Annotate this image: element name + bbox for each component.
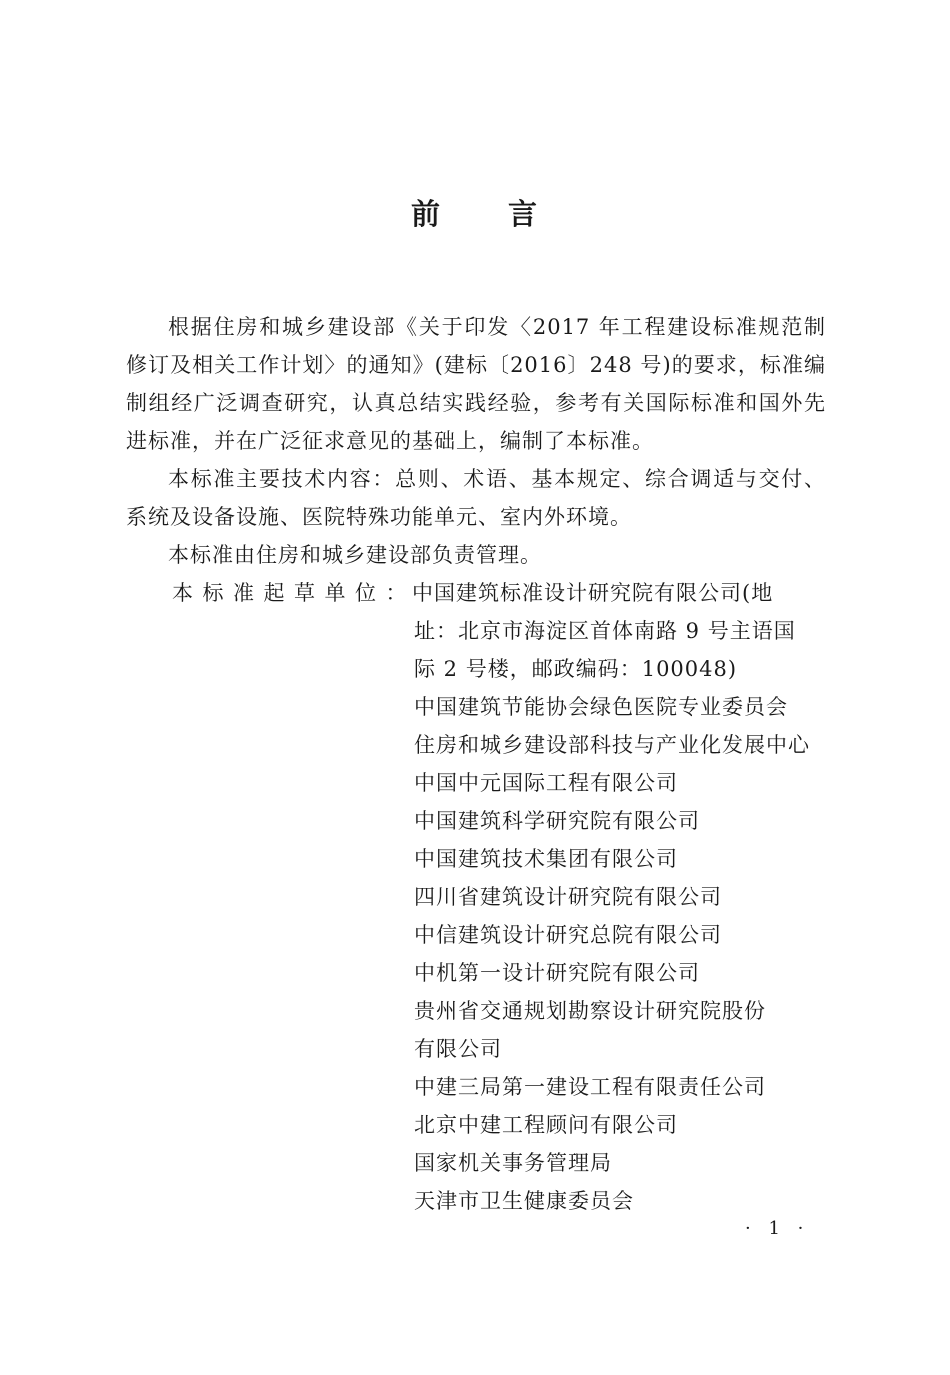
drafter-org: 有限公司: [414, 1037, 502, 1061]
drafter-org: 天津市卫生健康委员会: [414, 1189, 634, 1213]
drafter-org: 中国中元国际工程有限公司: [414, 771, 678, 795]
drafter-org: 中国建筑节能协会绿色医院专业委员会: [414, 695, 788, 719]
drafter-org: 住房和城乡建设部科技与产业化发展中心: [414, 733, 810, 757]
paragraph-technical-content: 本标准主要技术内容：总则、术语、基本规定、综合调适与交付、系统及设备设施、医院特殊功能单元、室内外环境。: [126, 467, 826, 529]
drafter-org: 北京中建工程顾问有限公司: [414, 1113, 678, 1137]
title-char-1: 前: [410, 197, 442, 231]
drafting-units-label: 本标准起草单位：: [172, 581, 416, 605]
drafter-org-primary-line-2: 址：北京市海淀区首体南路 9 号主语国: [414, 619, 796, 643]
title-char-2: 言: [508, 197, 540, 231]
paragraph-background: 根据住房和城乡建设部《关于印发〈2017 年工程建设标准规范制修订及相关工作计划〉的通知》(建标〔2016〕248 号)的要求，标准编制组经广泛调查研究，认真总结实践经验，参考有关国际标准和国外先进标准，并在广泛征求意见的基础上，编制了本标准。: [126, 315, 826, 453]
drafting-units: [126, 574, 826, 1220]
drafter-org: 中国建筑技术集团有限公司: [414, 847, 678, 871]
drafter-first-row: [126, 574, 826, 612]
page-title: [0, 192, 950, 233]
preface-content: [126, 308, 826, 1220]
drafter-org: 国家机关事务管理局: [414, 1151, 612, 1175]
page-number: · 1 ·: [745, 1218, 810, 1239]
drafter-org: 中建三局第一建设工程有限责任公司: [414, 1075, 766, 1099]
drafter-org: 四川省建筑设计研究院有限公司: [414, 885, 722, 909]
drafter-org: 中机第一设计研究院有限公司: [414, 961, 700, 985]
paragraph-management: 本标准由住房和城乡建设部负责管理。: [168, 543, 542, 567]
drafter-org: 中国建筑科学研究院有限公司: [414, 809, 700, 833]
drafter-org-list: [126, 612, 826, 1220]
drafter-org-primary-line-1: 中国建筑标准设计研究院有限公司(地: [412, 581, 774, 605]
drafter-org: 贵州省交通规划勘察设计研究院股份: [414, 999, 766, 1023]
drafter-org-primary-line-3: 际 2 号楼，邮政编码：100048): [414, 657, 738, 681]
drafter-org: 中信建筑设计研究总院有限公司: [414, 923, 722, 947]
